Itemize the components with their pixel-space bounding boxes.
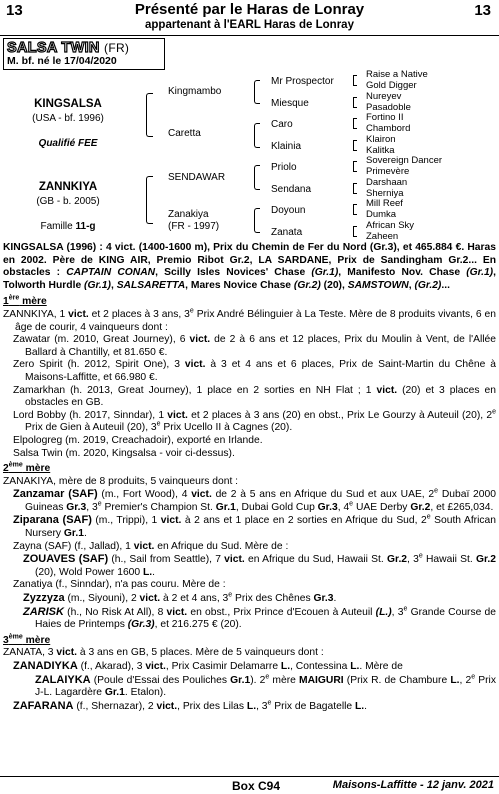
gen2-4-note: (FR - 1997) <box>168 221 220 232</box>
gen4-8: Kalitka <box>366 145 395 156</box>
pedigree <box>0 0 499 245</box>
gen3-2: Miesque <box>271 98 309 109</box>
page-title: Présenté par le Haras de Lonray <box>134 1 365 18</box>
dam-3-grand-produce: ZALAIYKA (Poule d'Essai des Pouliches Gr.1). 2e mère MAIGURI (Prix R. de Chambure L., 2e Prix J-L. Lagardère Gr.1. Etalon). <box>35 673 496 699</box>
gen3-4: Klainia <box>271 141 302 152</box>
gen4-3: Nureyev <box>366 91 402 102</box>
dam-2-paragraph: ZANAKIYA, mère de 8 produits, 5 vainqueurs dont : <box>3 475 239 487</box>
grand-produce-2: Zyzzyza (m., Siyouni), 2 vict. à 2 et 4 ans, 3e Prix des Chênes Gr.3. <box>23 591 337 605</box>
gen4-10: Primevère <box>366 166 410 177</box>
gen3-3: Caro <box>271 119 293 130</box>
bracket-g3-6 <box>353 183 357 194</box>
gen3-5: Priolo <box>271 162 297 173</box>
dam-3-paragraph: ZANATA, 3 vict. à 3 ans en GB, 5 places. Mère de 5 vainqueurs dont : <box>3 647 324 659</box>
gen2-2: Caretta <box>168 128 201 139</box>
gen2-3: SENDAWAR <box>168 172 226 183</box>
section-1-heading: 1ère mère <box>3 294 47 308</box>
gen4-1: Raise a Native <box>366 69 428 80</box>
gen4-5: Fortino II <box>366 112 404 123</box>
dam-3-produce-2: ZAFARANA (f., Shernazar), 2 vict., Prix des Lilas L., 3e Prix de Bagatelle L.. <box>13 699 368 712</box>
sale-place-date: Maisons-Laffitte - 12 janv. 2021 <box>332 779 494 791</box>
gen4-6: Chambord <box>366 123 411 134</box>
bracket-g3-2 <box>353 97 357 108</box>
gen4-11: Darshaan <box>366 177 408 188</box>
grand-produce-1: ZOUAVES (SAF) (h., Sail from Seattle), 7 vict. en Afrique du Sud, Hawaii St. Gr.2, 3e Hawaii St. Gr.2 (20), Wold Power 1600 L.. <box>23 552 496 578</box>
dam-family: Famille 11-g <box>40 221 96 232</box>
dam-2-produce-2: Ziparana (SAF) (m., Trippi), 1 vict. à 2 ans et 1 place en 2 sorties en Afrique du Sud, 2e South African Nursery Gr.1. <box>13 514 497 540</box>
produce-4: Lord Bobby (h. 2017, Sinndar), 1 vict. et 2 places à 3 ans (20) en obst., Prix Le Gourzy à Auteuil (20), 2e Prix de Gien à Auteuil (20), 3e Prix Ucello II à Cagnes (20). <box>13 408 496 434</box>
dam-1-paragraph: ZANNKIYA, 1 vict. et 2 places à 3 ans, 3e Prix André Bélinguier à La Teste. Mère de 8 produits vivants, 6 en âge de courir, 4 vainqueurs dont : <box>3 307 496 333</box>
sire-info: (USA - bf. 1996) <box>32 113 104 124</box>
dam-2-produce-3: Zayna (SAF) (f., Jallad), 1 vict. en Afrique du Sud. Mère de : <box>13 540 289 552</box>
produce-3: Zamarkhan (h. 2013, Great Journey), 1 place en 2 sorties en NH Flat ; 1 vict. (20) et 3 places en obstacles en GB. <box>13 384 496 409</box>
dam-name: ZANNKIYA <box>38 181 98 193</box>
gen4-16: Zaheen <box>366 231 399 242</box>
produce-1: Zawatar (m. 2010, Great Journey), 6 vict. de 2 à 6 ans et 12 places, Prix du Moulin à Vent, de l'Allée Ballard à Chantilly, et 81.650 €. <box>13 334 496 358</box>
gen2-1: Kingmambo <box>168 86 222 97</box>
gen4-7: Klairon <box>366 134 396 145</box>
section-2-heading: 2ème mère <box>3 461 51 475</box>
bracket-g3-1 <box>353 75 357 86</box>
dam-info: (GB - b. 2005) <box>36 196 100 207</box>
sire-note: Qualifié FEE <box>38 138 98 149</box>
bracket-g2-3 <box>254 165 260 190</box>
bracket-g2-2 <box>254 123 260 148</box>
gen4-9: Sovereign Dancer <box>366 155 443 166</box>
bracket-g2-1 <box>254 80 260 104</box>
bracket-g2-4 <box>254 208 260 233</box>
bracket-sire <box>146 93 153 137</box>
produce-5: Elpologreg (m. 2019, Creachadoir), exporté en Irlande. <box>13 434 263 446</box>
bracket-g3-7 <box>353 204 357 215</box>
grand-produce-3: ZARISK (h., No Risk At All), 8 vict. en obst., Prix Prince d'Ecouen à Auteuil (L.), 3e Grande Course de Haies de Printemps (Gr.3), et 216.275 € (20). <box>23 605 497 631</box>
produce-6: Salsa Twin (m. 2020, Kingsalsa - voir ci-dessus). <box>13 447 235 459</box>
dam-2-produce-4: Zanatiya (f., Sinndar), n'a pas couru. Mère de : <box>13 579 226 591</box>
gen3-7: Doyoun <box>271 205 306 216</box>
lot-number-left: 13 <box>6 2 23 19</box>
gen3-8: Zanata <box>271 227 303 238</box>
horse-name: SALSA TWIN (FR) <box>7 40 130 56</box>
section-3-heading: 3ème mère <box>3 633 51 646</box>
gen4-15: African Sky <box>366 220 415 231</box>
catalogue-text <box>3 242 496 713</box>
dam-2-produce-1: Zanzamar (SAF) (m., Fort Wood), 4 vict. de 2 à 5 ans en Afrique du Sud et aux UAE, 2e Dubaï 2000 Guineas Gr.3, 3e Premier's Champion St. Gr.1, Dubai Gold Cup Gr.3, 4e UAE Derby Gr.2, et £265,034. <box>13 487 496 513</box>
gen4-4: Pasadoble <box>366 102 411 113</box>
gen4-2: Gold Digger <box>366 80 417 91</box>
horse-birth: M. bf. né le 17/04/2020 <box>7 55 117 67</box>
page-subtitle: appartenant à l'EARL Haras de Lonray <box>145 19 354 31</box>
gen4-14: Dumka <box>366 209 397 220</box>
gen4-12: Sherniya <box>366 188 404 199</box>
lot-number-right: 13 <box>474 2 491 19</box>
bracket-g3-8 <box>353 226 357 237</box>
produce-2: Zero Spirit (h. 2012, Spirit One), 3 vict. à 3 et 4 ans et 6 places, Prix de Saint-Martin du Chêne à Maisons-Laffitte, et 66.980 €. <box>13 359 496 383</box>
dam-3-produce-1: ZANADIYKA (f., Akarad), 3 vict., Prix Casimir Delamarre L., Contessina L.. Mère de <box>13 660 403 672</box>
bracket-g3-3 <box>353 118 357 129</box>
gen2-4: Zanakiya <box>168 209 209 220</box>
gen4-13: Mill Reef <box>366 198 403 209</box>
gen3-6: Sendana <box>271 184 312 195</box>
bracket-g3-5 <box>353 161 357 172</box>
bracket-g3-4 <box>353 140 357 151</box>
gen3-1: Mr Prospector <box>271 76 334 87</box>
sire-paragraph: KINGSALSA (1996) : 4 vict. (1400-1600 m), Prix du Chemin de Fer du Nord (Gr.3), et 465.884 €. Haras en 2002. Père de KING AIR, Premio Ribot Gr.2, LA SARDANE, Prix de Sandingham Gr.2... En obstacles : CAPTAIN CONAN, Scilly Isles Novices' Chase (Gr.1), Manifesto Nov. Chase (Gr.1), Tolworth Hurdle (Gr.1), SALSARETTA, Mares Novice Chase (Gr.2) (20), SAMSTOWN, (Gr.2)... <box>3 242 496 291</box>
box-number: Box C94 <box>232 779 281 793</box>
sire-name: KINGSALSA <box>34 98 102 110</box>
page-footer <box>0 776 499 794</box>
bracket-dam <box>146 176 153 224</box>
